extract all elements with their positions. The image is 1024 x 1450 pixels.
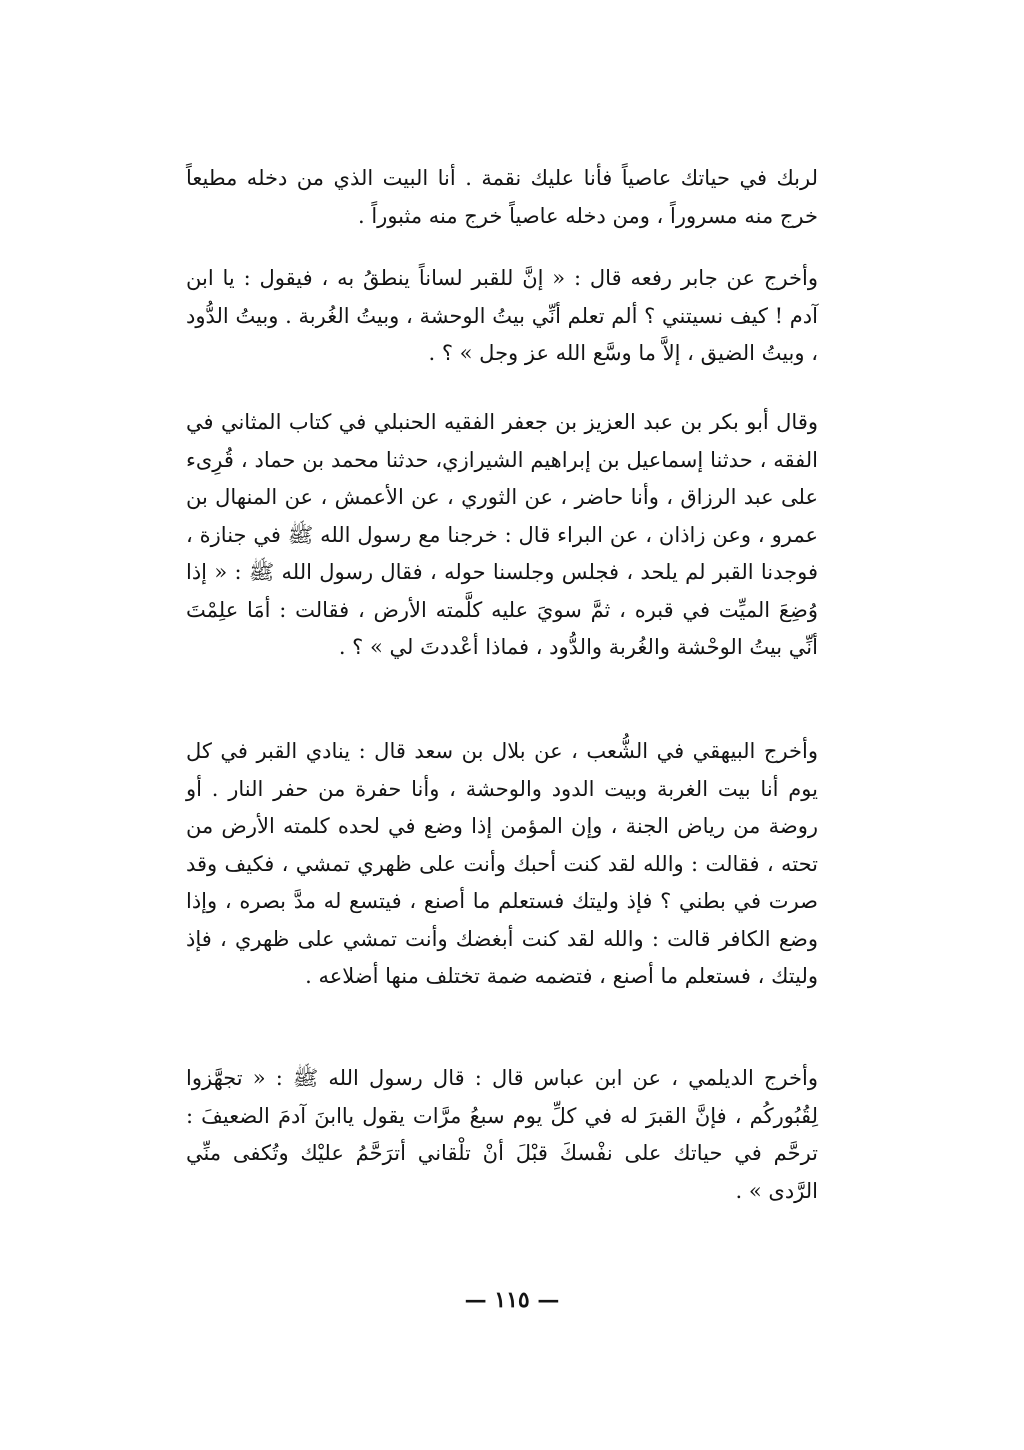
paragraph-jabir-hadith: وأخرج عن جابر رفعه قال : « إنَّ للقبر لساناً ينطقُ به ، فيقول : يا ابن آدم ! كيف نسيتني ؟ ألم تعلم أنِّي بيتُ الوحشة ، وبيتُ الغُربة . وبيتُ الدُّود ، وبيتُ الضيق ، إلاَّ ما وسَّع الله عز وجل » ؟ .: [186, 266, 818, 365]
page-number: — ١١٥ —: [464, 1287, 560, 1313]
paragraph-continuation: لربك في حياتك عاصياً فأنا عليك نقمة . أنا البيت الذي من دخله مطيعاً خرج منه مسروراً ، ومن دخله عاصياً خرج منه مثبوراً .: [186, 166, 818, 228]
paragraph-daylami-narration: وأخرج الديلمي ، عن ابن عباس قال : قال رسول الله ﷺ : « تجهَّزوا لِقُبُوركُم ، فإنَّ القبرَ له في كلِّ يوم سبعُ مرَّات يقول ياابنَ آدمَ الضعيفَ : ترحَّم في حياتك على نفْسكَ قبْلَ أنْ تلْقاني أترَحَّمُ عليْك وتُكفى منِّي الرَّدى » .: [186, 1066, 818, 1203]
paragraph-abu-bakr-narration: وقال أبو بكر بن عبد العزيز بن جعفر الفقيه الحنبلي في كتاب المثاني في الفقه ، حدثنا إسماعيل بن إبراهيم الشيرازي، حدثنا محمد بن حماد ، قُرِىء على عبد الرزاق ، وأنا حاضر ، عن الثوري ، عن الأعمش ، عن المنهال بن عمرو ، وعن زاذان ، عن البراء قال : خرجنا مع رسول الله ﷺ في جنازة ، فوجدنا القبر لم يلحد ، فجلس وجلسنا حوله ، فقال رسول الله ﷺ : « إذا وُضِعَ الميِّت في قبره ، ثمَّ سويَ عليه كلَّمته الأرض ، فقالت : أمَا علِمْتَ أنِّي بيتُ الوحْشة والغُربة والدُّود ، فماذا أعْددتَ لي » ؟ .: [186, 410, 818, 659]
paragraph-bayhaqi-narration: وأخرج البيهقي في الشُّعب ، عن بلال بن سعد قال : ينادي القبر في كل يوم أنا بيت الغربة وبيت الدود والوحشة ، وأنا حفرة من حفر النار . أو روضة من رياض الجنة ، وإن المؤمن إذا وضع في لحده كلمته الأرض من تحته ، فقالت : والله لقد كنت أحبك وأنت على ظهري تمشي ، فكيف وقد صرت في بطني ؟ فإذ وليتك فستعلم ما أصنع ، فيتسع له مدَّ بصره ، وإذا وضع الكافر قالت : والله لقد كنت أبغضك وأنت تمشي على ظهري ، فإذ وليتك ، فستعلم ما أصنع ، فتضمه ضمة تختلف منها أضلاعه .: [186, 739, 818, 988]
